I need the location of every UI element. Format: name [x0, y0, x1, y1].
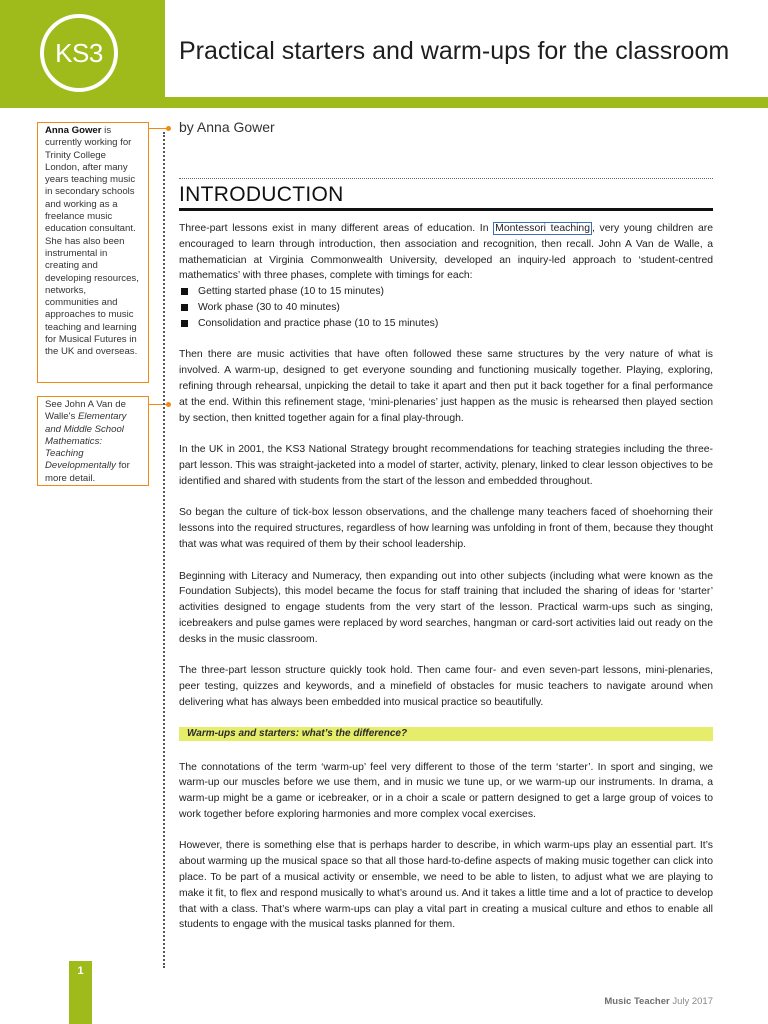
note-prefix: See John A Van de Walle's: [45, 399, 126, 423]
note-connector-dot: [166, 402, 171, 407]
reference-note-box: [37, 396, 149, 486]
paragraph-1: [179, 221, 713, 284]
list-item: Consolidation and practice phase (10 to 15 minutes): [179, 316, 713, 332]
section-heading-introduction: INTRODUCTION: [179, 183, 344, 206]
subheading-bar: Warm-ups and starters: what’s the difference?: [179, 727, 713, 741]
note-suffix: for more detail.: [45, 460, 130, 484]
paragraph-2: Then there are music activities that have often followed these same structures by the very nature of what is involved. A warm-up, designed to get everyone sounding and functioning musically together. Playing, exploring, refining through rehearsal, unpicking the detail to take it apart and then put it back together for a final performance at the end. Within this refinement stage, ‘mini-plenaries’ just happen as the music is rehearsed then played section by section, then knitted together again for a final play-through.: [179, 349, 713, 424]
montessori-link[interactable]: Montessori teaching: [495, 223, 590, 234]
note-book-title: Elementary and Middle School Mathematics: Teaching Developmentally: [45, 411, 127, 472]
heading-rule: [179, 208, 713, 211]
paragraph-5: Beginning with Literacy and Numeracy, then expanding out into other subjects (including what were known as the Foundation Subjects), this model became the focus for staff training that included the sharing of ideas for ‘starter’ activities designed to engage students from the very start of the lesson. Practical warm-ups such as singing, icebreakers and pulse games were replaced by word searches, hangman or card-sort activities laid out ready on the desks in the music classroom.: [179, 570, 713, 645]
article-body: [179, 221, 713, 949]
margin-dotted-line: [163, 132, 165, 968]
bio-connector-dot: [166, 126, 171, 131]
page-title: Practical starters and warm-ups for the classroom: [179, 37, 730, 65]
phase-list: [179, 284, 713, 331]
ks3-badge: KS3: [40, 14, 118, 92]
paragraph-7: The connotations of the term ‘warm-up’ feel very different to those of the term ‘starter’. In sport and singing, we warm-up our muscles before we use them, and in music we tune up, or we warm-up our instruments. In drama, a warm-up might be a game or icebreaker, or in a choir a scale or pattern designed to get a large group of voices to work together before exploring harmonies and more complex vocal exercises.: [179, 761, 713, 820]
author-bio-box: [37, 122, 149, 383]
paragraph-6: The three-part lesson structure quickly took hold. Then came four- and even seven-part lessons, mini-plenaries, peer testing, quizzes and keywords, and a minefield of obstacles for music teachers to navigate around when delivering what has always been embedded into musical practice so beautifully.: [179, 665, 713, 708]
publication-name: Music Teacher: [604, 996, 670, 1007]
title-underline-bar: [165, 97, 768, 108]
paragraph-8: However, there is something else that is perhaps harder to describe, in which warm-ups play an essential part. It’s about warming up the musical space so that all those hard-to-define aspects of making music together can click into place. To be part of a musical activity or ensemble, we need to be able to listen, to adjust what we are playing to make it fit, to flex and respond musically to what’s around us. And it takes a little time and a lot of practice to develop that with a class. That’s where warm-ups can play a vital part in creating a musical culture and ethos to enable all students to engage with the musical tasks planned for them.: [179, 840, 713, 931]
issue-date: July 2017: [672, 996, 713, 1007]
list-item: Getting started phase (10 to 15 minutes): [179, 284, 713, 300]
page-number: 1: [69, 961, 92, 1024]
byline: by Anna Gower: [179, 119, 275, 135]
dotted-divider: [179, 178, 713, 179]
author-bio-text: is currently working for Trinity College London, after many years teaching music in secondary schools and working as a freelance music education consultant. She has also been instrumental in creating and developing resources, networks, communities and approaches to music teaching and learning for Musical Futures in the UK and overseas.: [45, 125, 139, 358]
paragraph-1-text-cont: , very young children are encouraged to learn through introduction, then association and recognition, then recall. John A Van de Walle, a mathematician at Virginia Commonwealth University, developed an inquiry-led approach to ‘student-centred mathematics’ with three phases, complete with timings for each:: [179, 223, 713, 282]
author-name: Anna Gower: [45, 125, 102, 136]
paragraph-4: So began the culture of tick-box lesson observations, and the challenge many teachers faced of shoehorning their lessons into the required structures, regardless of how learning was unfolding in front of them, because they thought that was what was required of them by their school leadership.: [179, 507, 713, 550]
paragraph-1-text: Three-part lessons exist in many different areas of education. In: [179, 223, 494, 234]
paragraph-3: In the UK in 2001, the KS3 National Strategy brought recommendations for teaching strategies including the three-part lesson. This was straight-jacketed into a model of starter, activity, plenary, linked to clear lesson objectives to be identified and shared with students from the start of the lesson and embedded throughout.: [179, 444, 713, 487]
footer-credit: [604, 996, 713, 1007]
list-item: Work phase (30 to 40 minutes): [179, 300, 713, 316]
